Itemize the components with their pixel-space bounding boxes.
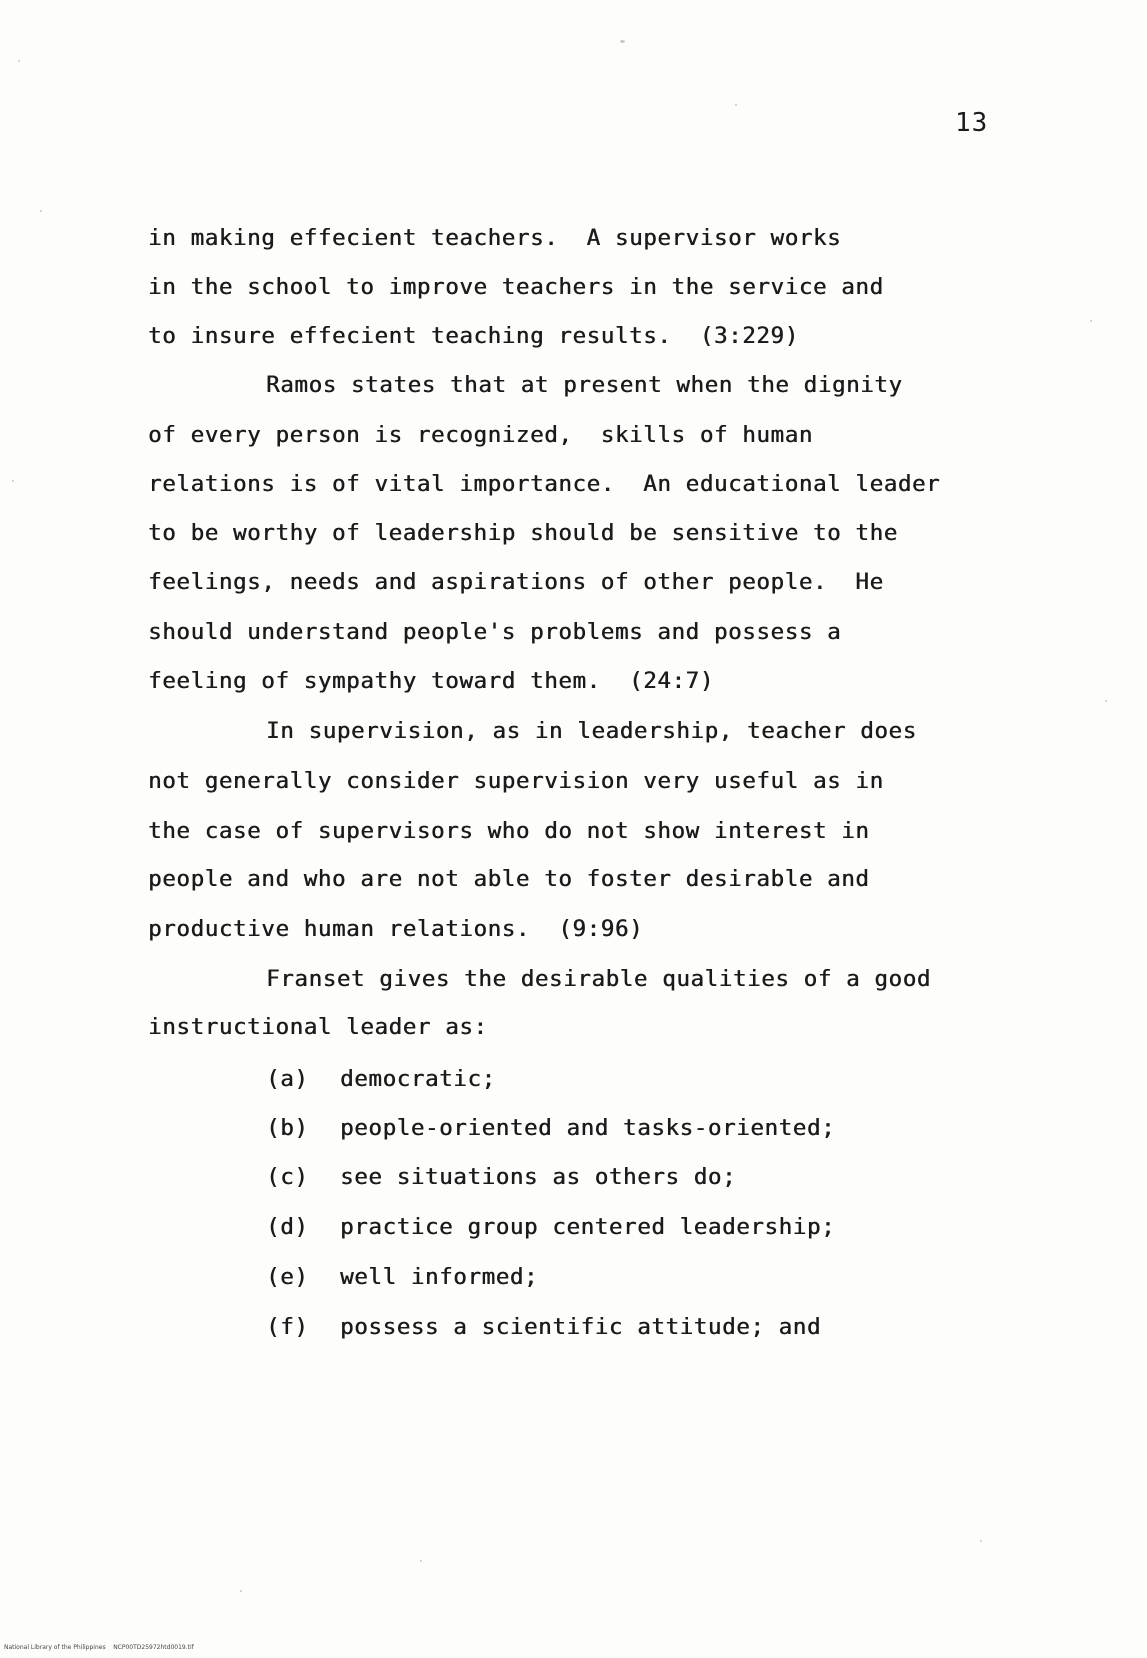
paragraph-4-line-2: instructional leader as: <box>148 1014 488 1040</box>
paragraph-3-line-2: not generally consider supervision very useful as in <box>148 768 884 794</box>
paragraph-1-line-3: to insure effecient teaching results. (3:229) <box>148 323 799 349</box>
paragraph-2-line-3: relations is of vital importance. An educational leader <box>148 471 941 497</box>
list-item-text: see situations as others do; <box>340 1164 737 1190</box>
list-item-text: well informed; <box>340 1264 539 1290</box>
list-item-label: (b) <box>266 1115 309 1141</box>
list-item-text: practice group centered leadership; <box>340 1214 836 1240</box>
paragraph-1-line-2: in the school to improve teachers in the service and <box>148 274 884 300</box>
page-number: 13 <box>955 108 989 138</box>
scan-speckle <box>620 40 625 43</box>
paragraph-2-line-7: feeling of sympathy toward them. (24:7) <box>148 668 714 694</box>
scan-speckle <box>1105 700 1107 702</box>
scan-speckle <box>1090 320 1092 322</box>
paragraph-2-line-5: feelings, needs and aspirations of other people. He <box>148 569 884 595</box>
scan-speckle <box>12 480 14 482</box>
list-item-label: (d) <box>266 1214 309 1240</box>
list-item-text: possess a scientific attitude; and <box>340 1314 821 1340</box>
paragraph-1-line-1: in making effecient teachers. A supervisor works <box>148 225 842 251</box>
paragraph-3-line-5: productive human relations. (9:96) <box>148 916 644 942</box>
paragraph-3-line-4: people and who are not able to foster desirable and <box>148 866 870 892</box>
list-item-label: (f) <box>266 1314 309 1340</box>
scan-speckle <box>420 1560 422 1562</box>
paragraph-3-line-3: the case of supervisors who do not show interest in <box>148 818 870 844</box>
scan-speckle <box>735 104 737 106</box>
paragraph-2-line-1: Ramos states that at present when the dignity <box>266 372 903 398</box>
paragraph-2-line-2: of every person is recognized, skills of human <box>148 422 813 448</box>
scan-speckle <box>18 60 20 62</box>
paragraph-4-line-1: Franset gives the desirable qualities of a good <box>266 966 931 992</box>
list-item-text: democratic; <box>340 1066 496 1092</box>
paragraph-2-line-4: to be worthy of leadership should be sensitive to the <box>148 520 898 546</box>
scan-footer: National Library of the Philippines NCP00TD25972htd0019.tif <box>4 1644 194 1651</box>
list-item-label: (e) <box>266 1264 309 1290</box>
list-item-label: (a) <box>266 1066 309 1092</box>
scan-speckle <box>980 1540 982 1542</box>
paragraph-2-line-6: should understand people's problems and possess a <box>148 619 842 645</box>
scan-speckle <box>40 210 42 212</box>
list-item-text: people-oriented and tasks-oriented; <box>340 1115 836 1141</box>
list-item-label: (c) <box>266 1164 309 1190</box>
paragraph-3-line-1: In supervision, as in leadership, teacher does <box>266 718 917 744</box>
scan-speckle <box>240 1590 242 1592</box>
